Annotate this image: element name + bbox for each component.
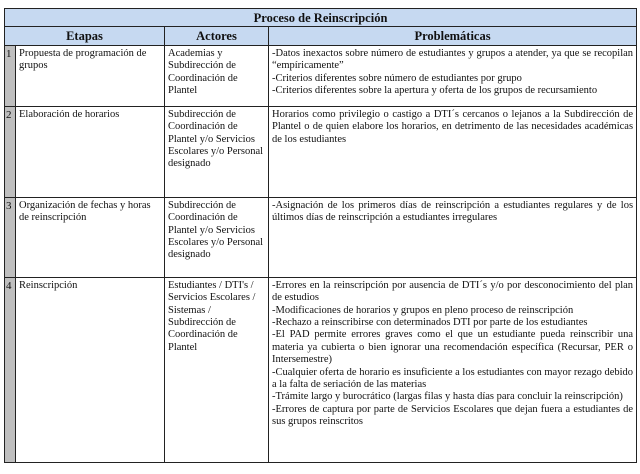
problematica-item: -Errores en la reinscripción por ausencia de DTI´s y/o por desconocimiento del plan de estudios xyxy=(272,279,634,304)
row-number: 4 xyxy=(5,277,16,462)
problematica-item: -Asignación de los primeros días de reinscripción a estudiantes regulares y de los últimos días de reinscripción a estudiantes irregulares xyxy=(272,199,634,224)
problematica-item: -Trámite largo y burocrático (largas filas y hasta días para concluir la reinscripción) xyxy=(272,391,623,403)
problematica-item: -Modificaciones de horarios y grupos en pleno proceso de reinscripción xyxy=(272,304,574,316)
problematica-item: -Datos inexactos sobre número de estudiantes y grupos a atender, ya que se recopilan “empíricamente” xyxy=(272,47,634,72)
actores-cell: Academias y Subdirección de Coordinación de Plantel xyxy=(165,45,269,106)
row-number: 3 xyxy=(5,197,16,277)
problematica-item: -Rechazo a reinscribirse con determinados DTI por parte de los estudiantes xyxy=(272,317,588,329)
table-row xyxy=(5,45,637,106)
problematica-item: -Cualquier oferta de horario es insuficiente a los estudiantes con mayor rezago debido a la falta de seriación de las materias xyxy=(272,366,634,391)
etapa-cell: Propuesta de programación de grupos xyxy=(16,45,165,106)
problematicas-cell xyxy=(269,197,637,277)
problematica-item: -El PAD permite errores graves como el que un estudiante pueda reinscribir una materia ya cubierta o bien ignorar una recomendación específica (Recursar, PER o Intersemestre) xyxy=(272,329,634,366)
header-row xyxy=(5,27,637,45)
etapa-cell: Elaboración de horarios xyxy=(16,106,165,197)
table-row xyxy=(5,197,637,277)
title-row xyxy=(5,9,637,27)
header-etapas: Etapas xyxy=(5,27,165,45)
actores-cell: Subdirección de Coordinación de Plantel y/o Servicios Escolares y/o Personal designado xyxy=(165,197,269,277)
problematicas-cell xyxy=(269,106,637,197)
problematica-item: -Criterios diferentes sobre número de estudiantes por grupo xyxy=(272,72,522,84)
actores-cell: Estudiantes / DTI's / Servicios Escolares / Sistemas / Subdirección de Coordinación de Plantel xyxy=(165,277,269,462)
row-number: 1 xyxy=(5,45,16,106)
table-row xyxy=(5,106,637,197)
table-row xyxy=(5,277,637,462)
table-title: Proceso de Reinscripción xyxy=(5,9,637,27)
header-actores: Actores xyxy=(165,27,269,45)
problematica-item: -Criterios diferentes sobre la apertura y oferta de los grupos de recursamiento xyxy=(272,85,598,97)
etapa-cell: Reinscripción xyxy=(16,277,165,462)
document-page xyxy=(4,8,636,463)
reinscription-table xyxy=(4,8,637,463)
header-problematicas: Problemáticas xyxy=(269,27,637,45)
problematica-item: Horarios como privilegio o castigo a DTI´s cercanos o lejanos a la Subdirección de Plantel o de quien elabore los horarios, en detrimento de las necesidades académicas de los estudiantes xyxy=(272,108,634,145)
problematica-item: -Errores de captura por parte de Servicios Escolares que dejan fuera a estudiantes de sus grupos reinscritos xyxy=(272,403,634,428)
actores-cell: Subdirección de Coordinación de Plantel y/o Servicios Escolares y/o Personal designado xyxy=(165,106,269,197)
problematicas-cell xyxy=(269,45,637,106)
row-number: 2 xyxy=(5,106,16,197)
etapa-cell: Organización de fechas y horas de reinscripción xyxy=(16,197,165,277)
problematicas-cell xyxy=(269,277,637,462)
